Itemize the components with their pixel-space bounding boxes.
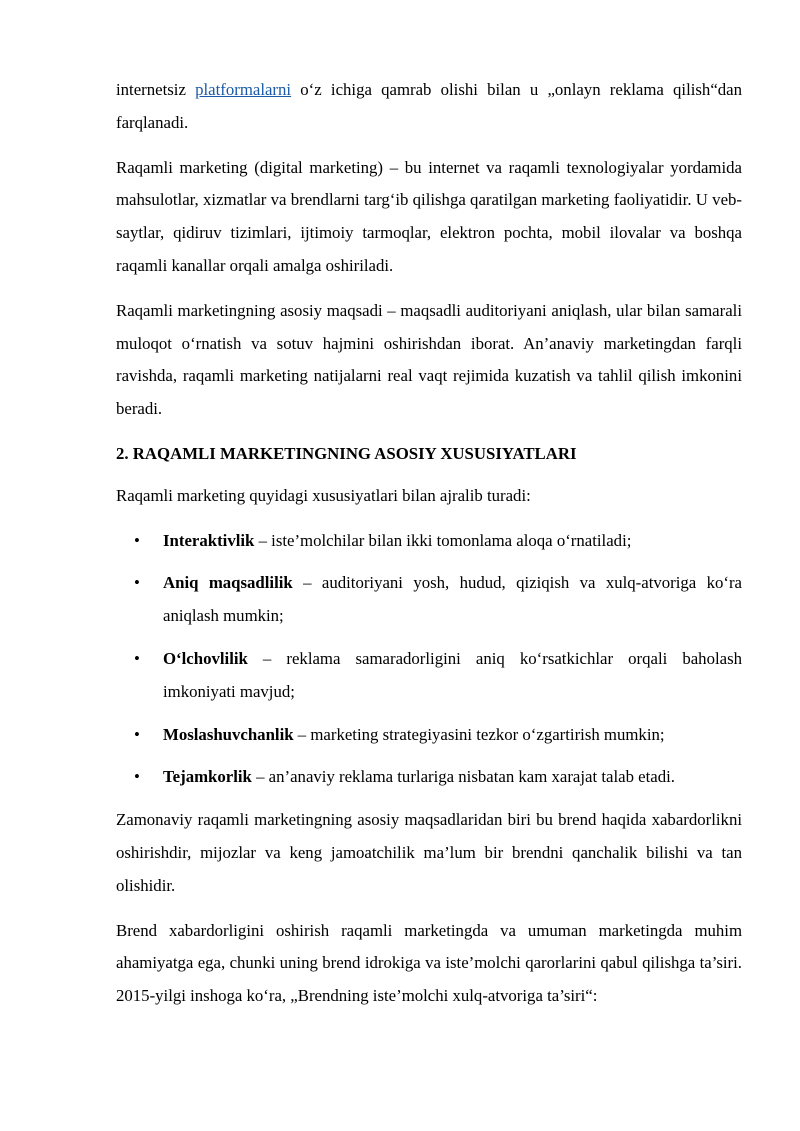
features-list [116, 525, 742, 795]
feature-desc: – marketing strategiyasini tezkor o‘zgartirish mumkin; [293, 724, 665, 744]
feature-term: Aniq maqsadlilik [163, 573, 293, 593]
bullet-icon: • [134, 648, 140, 668]
feature-desc: – iste’molchilar bilan ikki tomonlama aloqa o‘rnatiladi; [254, 530, 632, 550]
feature-desc: – auditoriyani yosh, hudud, qiziqish va xulq-atvoriga ko‘ra aniqlash mumkin; [163, 573, 743, 626]
paragraph-2: Raqamli marketing (digital marketing) – bu internet va raqamli texnologiyalar yordamida mahsulotlar, xizmatlar va brendlarni targ‘ib qilishga qaratilgan marketing faoliyatidir. U veb-saytlar, qidiruv tizimlari, ijtimoiy tarmoqlar, elektron pochta, mobil ilovalar va boshqa raqamli kanallar orqali amalga oshiriladi. [116, 157, 742, 275]
paragraph-5: Brend xabardorligini oshirish raqamli marketingda va umuman marketingda muhim ahamiyatga ega, chunki uning brend idrokiga va iste’molchi qarorlarini qabul qilishga ta’siri. 2015-yilgi inshoga ko‘ra, „Brendning iste’molchi xulq-atvoriga ta’siri“: [116, 920, 742, 1006]
list-item [116, 525, 742, 558]
paragraph-1 [116, 74, 742, 140]
list-item [116, 761, 742, 794]
feature-term: Tejamkorlik [163, 767, 252, 787]
bullet-icon: • [134, 724, 140, 744]
paragraph-1-start: internetsiz [116, 80, 196, 99]
paragraph-1-end: o‘z ichiga qamrab olishi bilan u „onlayn reklama qilish“dan farqlanadi. [116, 80, 742, 132]
feature-term: Moslashuvchanlik [163, 724, 294, 744]
platformalarni-link[interactable]: platformalarni [195, 80, 292, 99]
bullet-icon: • [134, 530, 140, 550]
bullet-icon: • [134, 573, 140, 593]
feature-term: O‘lchovlilik [163, 648, 248, 668]
paragraph-3: Raqamli marketingning asosiy maqsadi – maqsadli auditoriyani aniqlash, ular bilan samarali muloqot o‘rnatish va sotuv hajmini oshirishdan iborat. An’anaviy marketingdan farqli ravishda, raqamli marketing natijalarni real vaqt rejimida kuzatish va tahlil qilish imkonini beradi. [116, 300, 742, 419]
features-intro: Raqamli marketing quyidagi xususiyatlari bilan ajralib turadi: [116, 485, 531, 505]
paragraph-4: Zamonaviy raqamli marketingning asosiy maqsadlaridan biri bu brend haqida xabardorlikni oshirishdir, mijozlar va keng jamoatchilik ma’lum bir brendni qanchalik bilishi va tan olishidir. [116, 810, 742, 895]
feature-desc: – an’anaviy reklama turlariga nisbatan kam xarajat talab etadi. [251, 767, 675, 787]
list-item [116, 719, 742, 752]
document-page [116, 74, 742, 1025]
feature-desc: – reklama samaradorligini aniq ko‘rsatkichlar orqali baholash imkoniyati mavjud; [163, 648, 742, 701]
bullet-icon: • [134, 767, 140, 787]
feature-term: Interaktivlik [163, 530, 255, 550]
section-heading: 2. RAQAMLI MARKETINGNING ASOSIY XUSUSIYATLARI [116, 443, 577, 463]
list-item [116, 643, 742, 709]
list-item [116, 567, 742, 633]
